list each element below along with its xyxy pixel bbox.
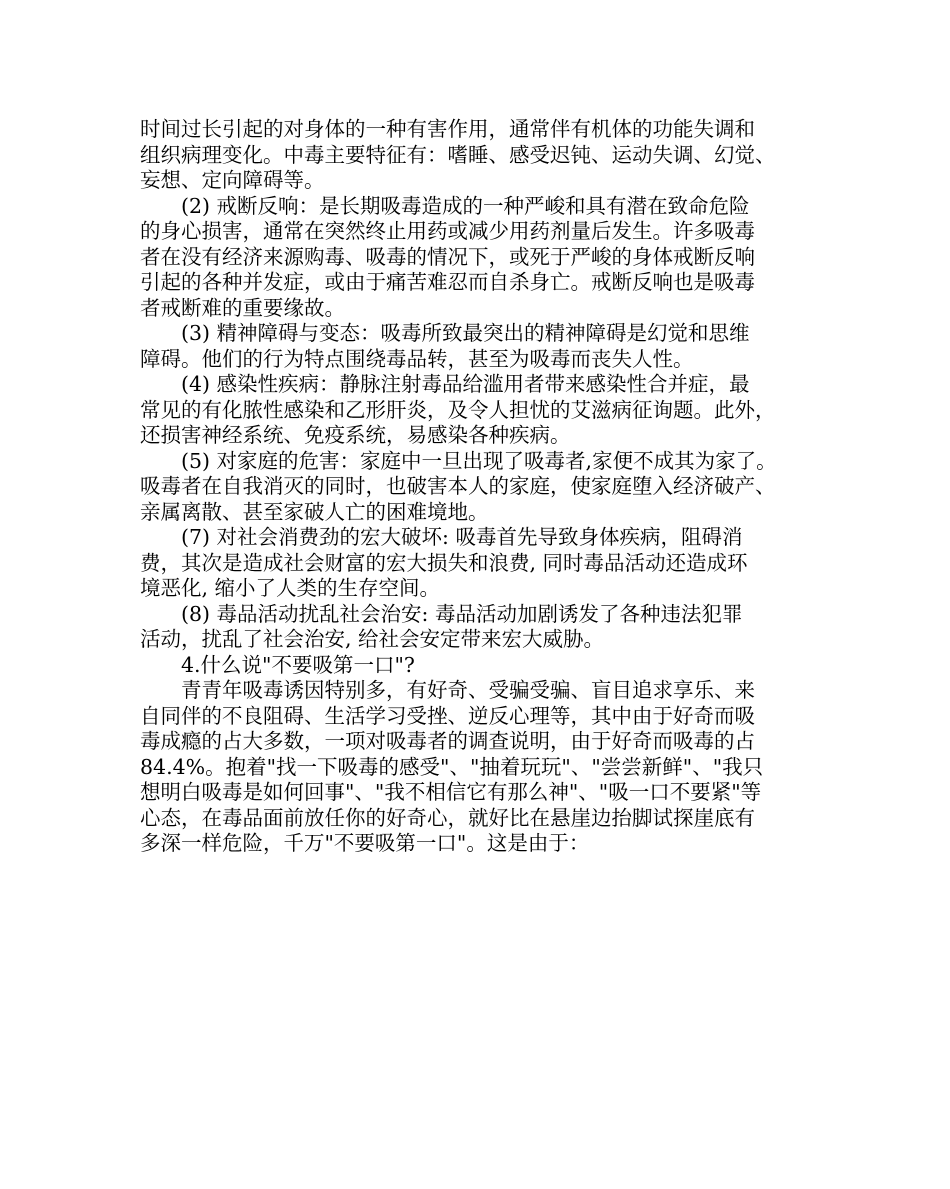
text-line: 84.4%。抱着"找一下吸毒的感受"、"抽着玩玩"、"尝尝新鲜"、"我只 <box>140 754 764 779</box>
text-line: (4) 感染性疾病：静脉注射毒品给滥用者带来感染性合并症，最 <box>181 372 750 396</box>
section-heading: 4.什么说"不要吸第一口"? <box>181 652 415 677</box>
text-line: 障碍。他们的行为特点围绕毒品转，甚至为吸毒而丧失人性。 <box>140 346 694 371</box>
text-line: 心态，在毒品面前放任你的好奇心，就好比在悬崖边抬脚试探崖底有 <box>140 805 755 830</box>
text-line: 组织病理变化。中毒主要特征有：嗜睡、感受迟钝、运动失调、幻觉、 <box>140 142 776 167</box>
text-line: 的身心损害，通常在突然终止用药或减少用药剂量后发生。许多吸毒 <box>140 219 755 243</box>
text-line: (7) 对社会消费劲的宏大破坏: 吸毒首先导致身体疾病，阻碍消 <box>181 525 743 549</box>
text-line: 境恶化, 缩小了人类的生存空间。 <box>140 576 441 600</box>
text-line: 常见的有化脓性感染和乙形肝炎，及令人担忧的艾滋病征询题。此外， <box>140 397 776 422</box>
text-line: 者在没有经济来源购毒、吸毒的情况下，或死于严峻的身体戒断反响 <box>140 244 755 269</box>
text-line: 毒成瘾的占大多数，一项对吸毒者的调查说明，由于好奇而吸毒的占 <box>140 729 755 753</box>
text-line: (2) 戒断反响：是长期吸毒造成的一种严峻和具有潜在致命危险 <box>181 193 750 218</box>
text-line: 青青年吸毒诱因特别多，有好奇、受骗受骗、盲目追求享乐、来 <box>181 678 755 702</box>
text-line: 时间过长引起的对身体的一种有害作用，通常伴有机体的功能失调和 <box>140 117 755 141</box>
text-line: 吸毒者在自我消灭的同时，也破害本人的家庭，使家庭堕入经济破产、 <box>140 474 776 498</box>
text-line: 者戒断难的重要缘故。 <box>140 295 345 320</box>
text-line: 自同伴的不良阻碍、生活学习受挫、逆反心理等，其中由于好奇而吸 <box>140 703 755 728</box>
text-line: 妄想、定向障碍等。 <box>140 168 325 192</box>
text-line: 活动，扰乱了社会治安, 给社会安定带来宏大威胁。 <box>140 627 605 651</box>
text-line: 多深一样危险，千万"不要吸第一口"。这是由于： <box>140 831 590 855</box>
text-line: 引起的各种并发症，或由于痛苦难忍而自杀身亡。戒断反响也是吸毒 <box>140 270 755 294</box>
text-line: (8) 毒品活动扰乱社会治安: 毒品活动加剧诱发了各种违法犯罪 <box>181 601 743 626</box>
text-line: 亲属离散、甚至家破人亡的困难境地。 <box>140 499 489 524</box>
text-line: 想明白吸毒是如何回事"、"我不相信它有那么神"、"吸一口不要紧"等 <box>140 780 762 804</box>
text-line: (5) 对家庭的危害：家庭中一旦出现了吸毒者,家便不成其为家了。 <box>181 448 777 473</box>
text-line: 费，其次是造成社会财富的宏大损失和浪费, 同时毒品活动还造成环 <box>140 550 748 575</box>
text-line: (3) 精神障碍与变态：吸毒所致最突出的精神障碍是幻觉和思维 <box>181 321 750 345</box>
text-line: 还损害神经系统、免疫系统，易感染各种疾病。 <box>140 423 571 447</box>
body-text <box>140 117 830 857</box>
